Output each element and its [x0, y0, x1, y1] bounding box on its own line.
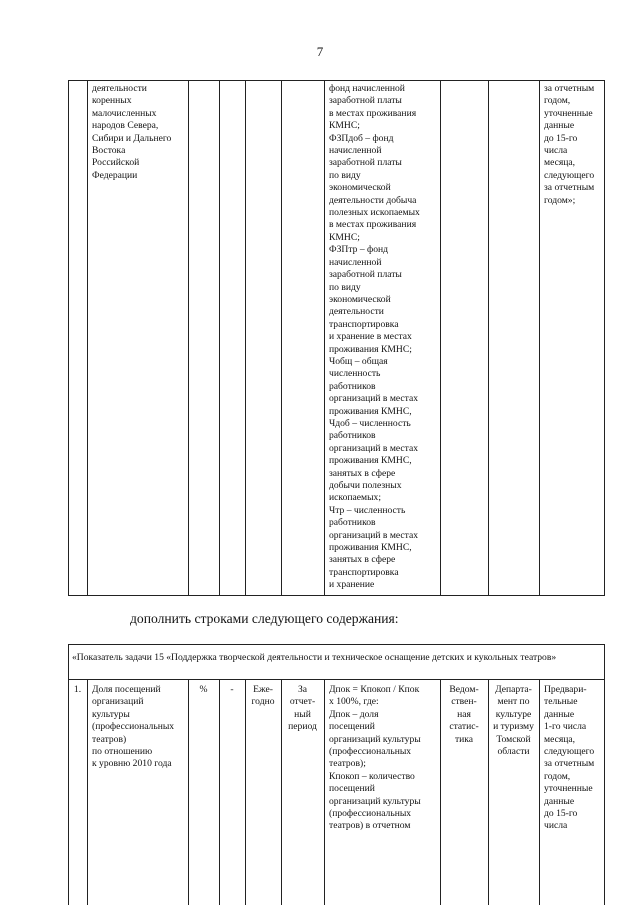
table-border	[87, 679, 88, 905]
table-section-title: «Показатель задачи 15 «Поддержка творческой деятельности и техническое оснащение детских и кукольных театров»	[72, 652, 557, 663]
table-border	[324, 679, 325, 905]
table-border	[488, 80, 489, 595]
formula-cell: фонд начисленной заработной платы в местах проживания КМНС; ФЗПдоб – фонд начисленной заработной платы по виду экономической деятельности добыча полезных ископаемых в местах проживания КМНС; ФЗПтр – фонд начисленной заработной платы по виду экономической деятельности транспортировка и хранение в местах проживания КМНС; Чобщ – общая численность работников организаций в местах проживания КМНС, Чдоб – численность работников организаций в местах проживания КМНС, занятых в сфере добычи полезных ископаемых; Чтр – численность работников организаций в местах проживания КМНС, занятых в сфере транспортировка и хранение	[329, 83, 420, 591]
table-border	[324, 80, 325, 595]
table-border	[604, 644, 605, 905]
table-border	[245, 80, 246, 595]
frequency-cell: Еже- годно	[251, 684, 275, 708]
table-border	[188, 679, 189, 905]
indicator-name-cell: деятельности коренных малочисленных народов Севера, Сибири и Дальнего Востока Российской Федерации	[92, 83, 172, 181]
period-cell: За отчет- ный период	[288, 684, 317, 733]
table-border	[539, 80, 540, 595]
table-border	[604, 80, 605, 595]
table-border	[87, 80, 88, 595]
table-border	[68, 679, 605, 680]
table-border	[219, 679, 220, 905]
responsible-cell: Департа- мент по культуре и туризму Томской области	[493, 684, 534, 758]
page-number: 7	[316, 44, 324, 59]
unit-cell: %	[199, 684, 208, 695]
table-border	[68, 644, 605, 645]
table-border	[188, 80, 189, 595]
deadline-cell: Предвари- тельные данные 1-го числа месяца, следующего за отчетным годом, уточненные данные до 15-го числа	[544, 684, 595, 832]
table-border	[281, 80, 282, 595]
table-border	[245, 679, 246, 905]
add-rows-text: дополнить строками следующего содержания:	[130, 611, 399, 626]
indicator-name-cell: Доля посещений организаций культуры (профессиональных театров) по отношению к уровню 2010 года	[92, 684, 175, 770]
deadline-cell: за отчетным годом, уточненные данные до 15-го числа месяца, следующего за отчетным годом»;	[544, 83, 595, 206]
table-border	[68, 80, 605, 81]
formula-cell: Дпок = Кпокоп / Кпок х 100%, где: Дпок – доля посещений организаций культуры (профессиональных театров); Кпокоп – количество посещений организаций культуры (профессиональных театров) в отчетном	[329, 684, 421, 832]
table-border	[219, 80, 220, 595]
table-border	[68, 595, 605, 596]
row-number: 1.	[73, 684, 82, 695]
table-border	[539, 679, 540, 905]
dash-cell: -	[230, 684, 234, 695]
table-border	[68, 80, 69, 595]
source-cell: Ведом- ствен- ная статис- тика	[449, 684, 479, 745]
